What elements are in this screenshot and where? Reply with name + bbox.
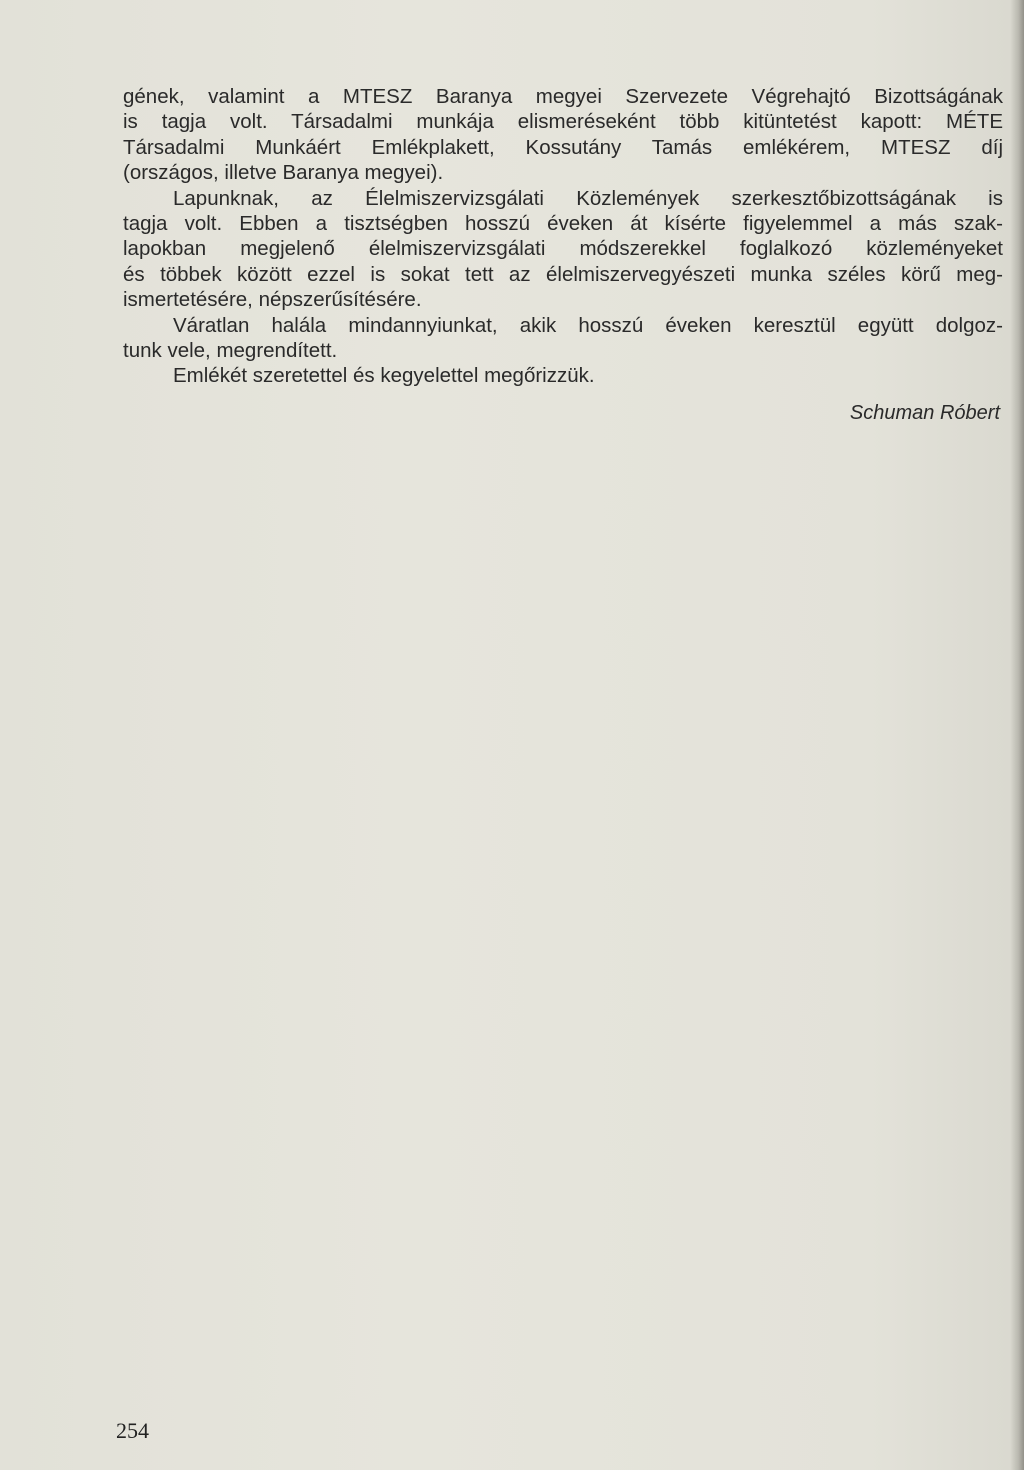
- article-body: [123, 84, 1003, 389]
- text-line: ismertetésére, népszerűsítésére.: [123, 288, 422, 312]
- text-line: Váratlan halála mindannyiunkat, akik hosszú éveken keresztül együtt dolgoz-: [173, 313, 1003, 337]
- author-signature: Schuman Róbert: [849, 402, 1000, 424]
- paragraph-1: [123, 84, 1003, 186]
- text-line: (országos, illetve Baranya megyei).: [123, 161, 444, 185]
- page-number: 254: [116, 1418, 149, 1443]
- paragraph-2: [123, 186, 1003, 313]
- text-line: Társadalmi Munkáért Emlékplakett, Kossutány Tamás emlékérem, MTESZ díj: [123, 135, 1003, 159]
- text-line: is tagja volt. Társadalmi munkája elismeréseként több kitüntetést kapott: MÉTE: [123, 110, 1003, 134]
- text-line: Emlékét szeretettel és kegyelettel megőrizzük.: [173, 364, 595, 388]
- paragraph-3: [123, 313, 1003, 364]
- text-line: lapokban megjelenő élelmiszervizsgálati módszerekkel foglalkozó közleményeket: [123, 237, 1003, 261]
- paragraph-4: [123, 363, 1003, 388]
- text-line: tunk vele, megrendített.: [123, 339, 338, 363]
- text-line: tagja volt. Ebben a tisztségben hosszú éveken át kísérte figyelemmel a más szak-: [123, 212, 1003, 236]
- page-edge-shadow: [1010, 0, 1024, 1470]
- text-line: Lapunknak, az Élelmiszervizsgálati Közlemények szerkesztőbizottságának is: [173, 186, 1003, 210]
- text-line: és többek között ezzel is sokat tett az élelmiszervegyészeti munka széles körű meg-: [123, 262, 1003, 286]
- text-line: gének, valamint a MTESZ Baranya megyei Szervezete Végrehajtó Bizottságának: [123, 85, 1003, 108]
